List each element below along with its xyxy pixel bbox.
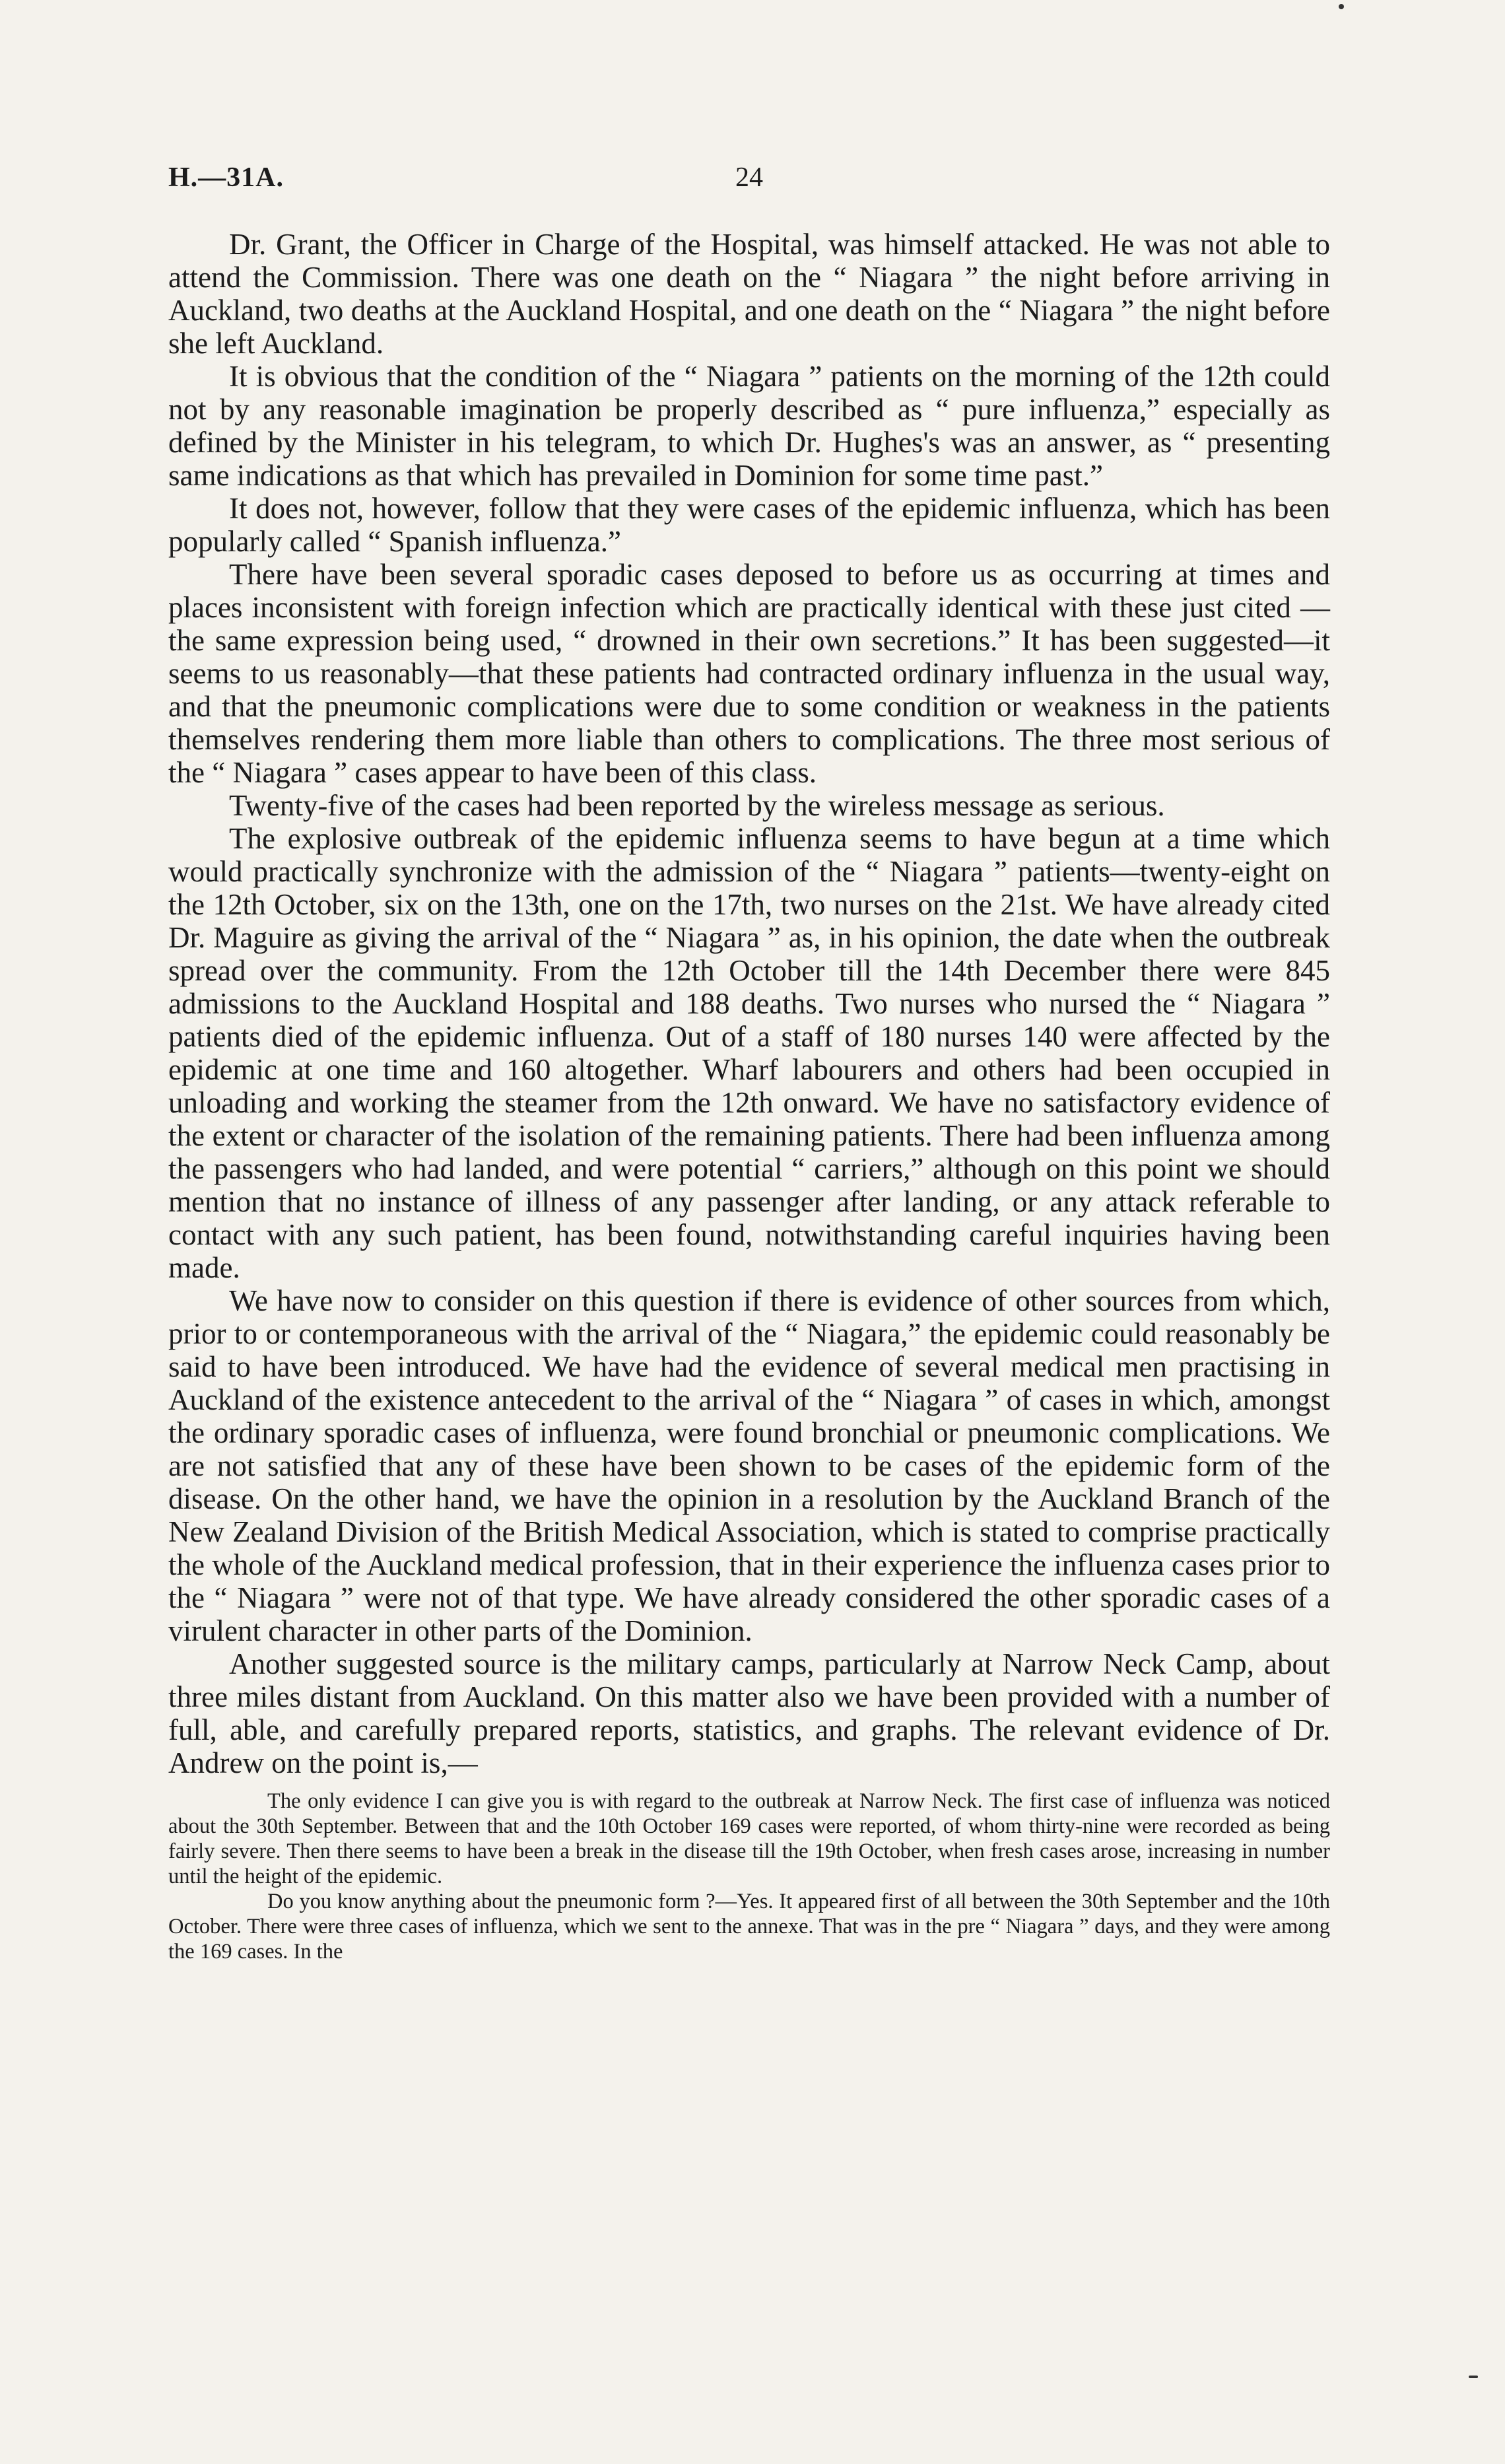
paragraph: Another suggested source is the military camps, particularly at Narrow Neck Camp, about three miles distant from Auckland. On this matter also we have been provided with a number of full, able, and carefully prepared reports, statistics, and graphs. The relevant evidence of Dr. Andrew on the point is,— bbox=[168, 1647, 1330, 1779]
document-code: H.—31A. bbox=[168, 162, 284, 193]
page-number: 24 bbox=[735, 162, 763, 193]
page-header bbox=[168, 162, 1330, 201]
scan-speck bbox=[1339, 4, 1344, 9]
paragraph: The explosive outbreak of the epidemic influenza seems to have begun at a time which would practically synchronize with the admission of the “ Niagara ” patients—twenty-eight on the 12th October, six on the 13th, one on the 17th, two nurses on the 21st. We have already cited Dr. Maguire as giving the arrival of the “ Niagara ” as, in his opinion, the date when the outbreak spread over the community. From the 12th October till the 14th December there were 845 admissions to the Auckland Hospital and 188 deaths. Two nurses who nursed the “ Niagara ” patients died of the epidemic influenza. Out of a staff of 180 nurses 140 were affected by the epidemic at one time and 160 altogether. Wharf labourers and others had been occupied in unloading and working the steamer from the 12th onward. We have no satisfactory evidence of the extent or character of the isolation of the remaining patients. There had been influenza among the passengers who had landed, and were potential “ carriers,” although on this point we should mention that no instance of illness of any passenger after landing, or any attack referable to contact with any such patient, has been found, notwithstanding careful inquiries having been made. bbox=[168, 822, 1330, 1284]
document-body bbox=[168, 228, 1330, 1964]
scan-speck bbox=[1469, 2376, 1478, 2378]
paragraph: Dr. Grant, the Officer in Charge of the Hospital, was himself attacked. He was not able to attend the Commission. There was one death on the “ Niagara ” the night before arriving in Auckland, two deaths at the Auckland Hospital, and one death on the “ Niagara ” the night before she left Auckland. bbox=[168, 228, 1330, 360]
quoted-evidence: Do you know anything about the pneumonic form ?—Yes. It appeared first of all between the 30th September and the 10th October. There were three cases of influenza, which we sent to the annexe. That was in the pre “ Niagara ” days, and they were among the 169 cases. In the bbox=[168, 1890, 1330, 1964]
paragraph: We have now to consider on this question if there is evidence of other sources from which, prior to or contemporaneous with the arrival of the “ Niagara,” the epidemic could reasonably be said to have been introduced. We have had the evidence of several medical men practising in Auckland of the existence antecedent to the arrival of the “ Niagara ” of cases in which, amongst the ordinary sporadic cases of influenza, were found bronchial or pneumonic complications. We are not satisfied that any of these have been shown to be cases of the epidemic form of the disease. On the other hand, we have the opinion in a resolution by the Auckland Branch of the New Zealand Division of the British Medical Association, which is stated to comprise practically the whole of the Auckland medical profession, that in their experience the influenza cases prior to the “ Niagara ” were not of that type. We have already considered the other sporadic cases of a virulent character in other parts of the Dominion. bbox=[168, 1284, 1330, 1647]
quoted-evidence: The only evidence I can give you is with regard to the outbreak at Narrow Neck. The first case of influenza was noticed about the 30th September. Between that and the 10th October 169 cases were reported, of whom thirty-nine were recorded as being fairly severe. Then there seems to have been a break in the disease till the 19th October, when fresh cases arose, increasing in number until the height of the epidemic. bbox=[168, 1789, 1330, 1888]
paragraph: It does not, however, follow that they were cases of the epidemic influenza, which has been popularly called “ Spanish influenza.” bbox=[168, 492, 1330, 558]
paragraph: Twenty-five of the cases had been reported by the wireless message as serious. bbox=[229, 789, 1165, 822]
paragraph: There have been several sporadic cases deposed to before us as occurring at times and places inconsistent with foreign infection which are practically identical with these just cited — the same expression being used, “ drowned in their own secretions.” It has been suggested—it seems to us reasonably—that these patients had contracted ordinary influenza in the usual way, and that the pneumonic complications were due to some condition or weakness in the patients themselves rendering them more liable than others to complications. The three most serious of the “ Niagara ” cases appear to have been of this class. bbox=[168, 558, 1330, 789]
paragraph: It is obvious that the condition of the “ Niagara ” patients on the morning of the 12th could not by any reasonable imagination be properly described as “ pure influenza,” especially as defined by the Minister in his telegram, to which Dr. Hughes's was an answer, as “ presenting same indications as that which has prevailed in Dominion for some time past.” bbox=[168, 360, 1330, 492]
